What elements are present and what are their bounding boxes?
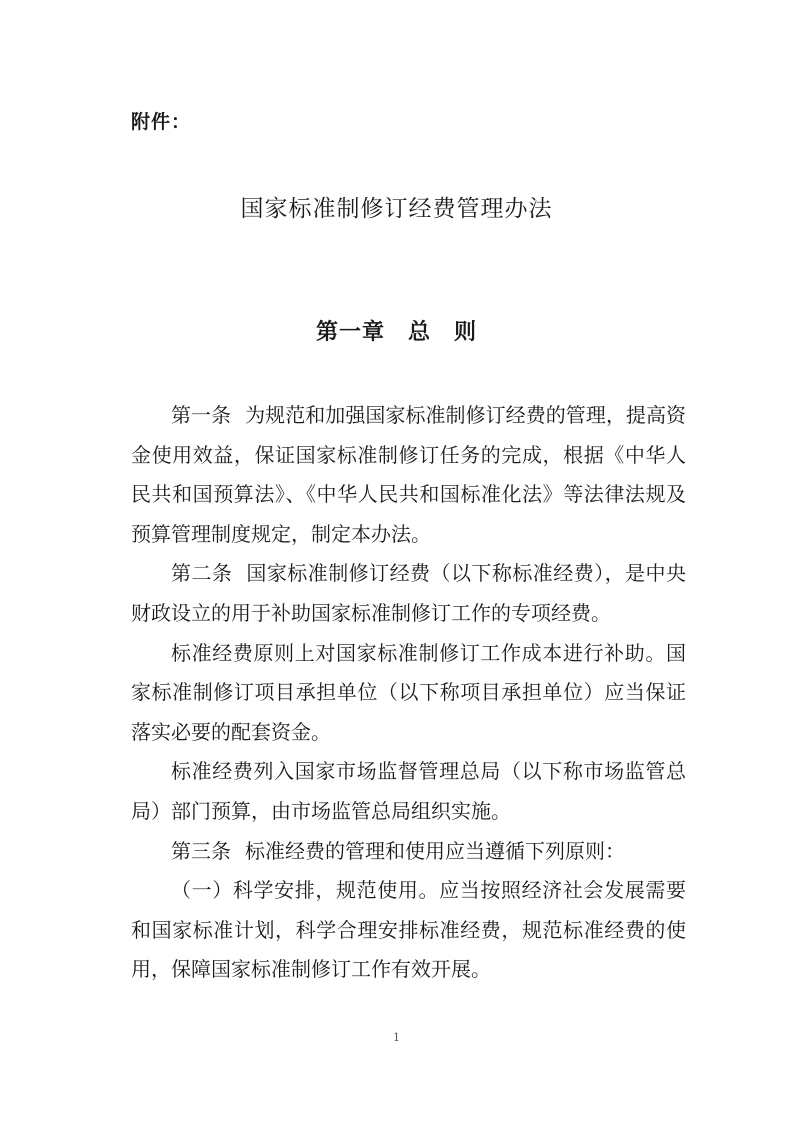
page-number: 1 [393,1031,400,1044]
document-body [131,396,686,990]
article-2-subparagraph-2 [131,752,686,831]
paragraph-text: 标准经费原则上对国家标准制修订工作成本进行补助。国家标准制修订项目承担单位（以下称项目承担单位）应当保证落实必要的配套资金。 [131,640,686,744]
paragraph-text: 为规范和加强国家标准制修订经费的管理，提高资金使用效益，保证国家标准制修订任务的完成，根据《中华人民共和国预算法》、《中华人民共和国标准化法》等法律法规及预算管理制度规定，制定本办法。 [131,403,686,546]
chapter-heading: 第一章 总 则 [315,320,477,345]
article-label: 第三条 [171,838,231,863]
paragraph-text: （一）科学安排，规范使用。应当按照经济社会发展需要和国家标准计划，科学合理安排标准经费，规范标准经费的使用，保障国家标准制修订工作有效开展。 [131,878,686,982]
article-label: 第二条 [171,561,233,586]
article-3-item-1 [131,871,686,990]
paragraph-text: 国家标准制修订经费（以下称标准经费），是中央财政设立的用于补助国家标准制修订工作的专项经费。 [131,561,686,625]
article-1-paragraph [131,396,686,554]
article-label: 第一条 [171,403,232,427]
paragraph-text: 标准经费的管理和使用应当遵循下列原则： [245,838,625,863]
article-2-paragraph [131,554,686,633]
article-2-subparagraph-1 [131,634,686,753]
article-3-paragraph [131,832,686,872]
attachment-label: 附件： [131,111,192,133]
document-title: 国家标准制修订经费管理办法 [240,196,553,222]
paragraph-text: 标准经费列入国家市场监督管理总局（以下称市场监管总局）部门预算，由市场监管总局组织实施。 [131,759,686,823]
